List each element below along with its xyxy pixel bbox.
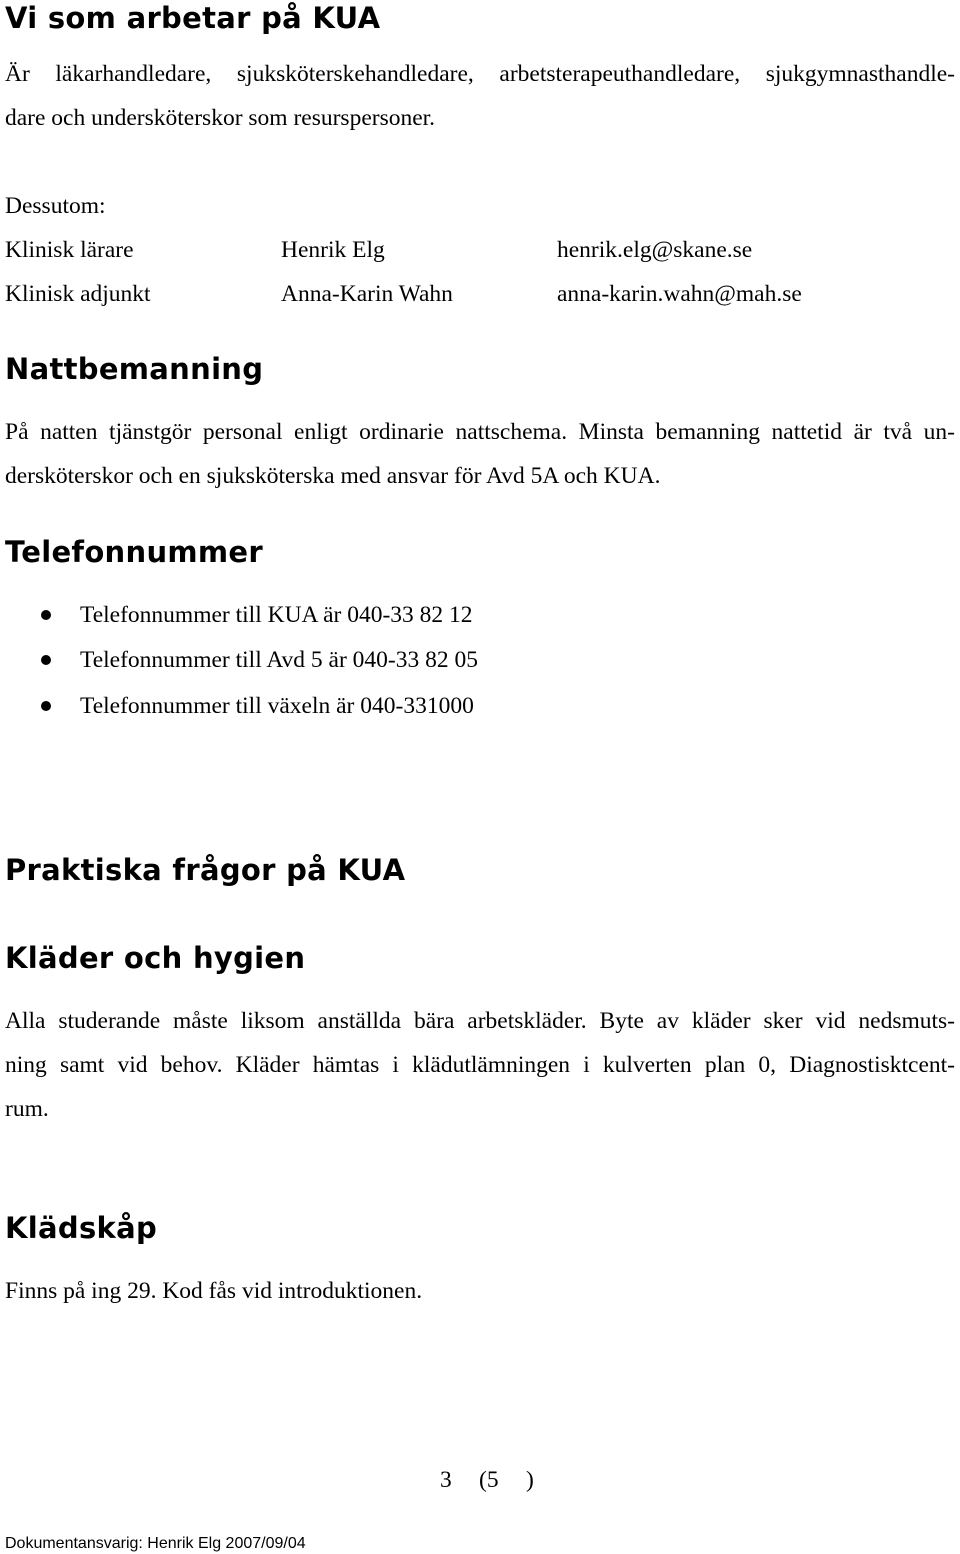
page-total: (5 bbox=[479, 1467, 499, 1493]
contact-role: Klinisk adjunkt bbox=[5, 281, 151, 307]
heading-locker: Klädskåp bbox=[5, 1211, 158, 1245]
bullet-icon bbox=[41, 610, 51, 620]
heading-staff: Vi som arbetar på KUA bbox=[5, 1, 381, 35]
night-paragraph-line-1: På natten tjänstgör personal enligt ordinarie nattschema. Minsta bemanning nattetid är två un- bbox=[5, 419, 955, 445]
document-footer: Dokumentansvarig: Henrik Elg 2007/09/04 bbox=[5, 1535, 306, 1552]
page-number: 3 bbox=[440, 1467, 452, 1493]
heading-night: Nattbemanning bbox=[5, 352, 264, 386]
phone-item: Telefonnummer till växeln är 040-331000 bbox=[80, 693, 474, 719]
contact-name: Anna-Karin Wahn bbox=[281, 281, 453, 307]
staff-paragraph-line-1: Är läkarhandledare, sjuksköterskehandledare, arbetsterapeuthandledare, sjukgymnasthandle- bbox=[5, 61, 955, 87]
phone-item: Telefonnummer till Avd 5 är 040-33 82 05 bbox=[80, 647, 478, 673]
locker-paragraph: Finns på ing 29. Kod fås vid introduktionen. bbox=[5, 1278, 423, 1304]
heading-practical: Praktiska frågor på KUA bbox=[5, 853, 406, 887]
clothes-paragraph-line-3: rum. bbox=[5, 1096, 49, 1122]
bullet-icon bbox=[41, 655, 51, 665]
contact-email: anna-karin.wahn@mah.se bbox=[557, 281, 802, 307]
heading-phone: Telefonnummer bbox=[5, 535, 263, 569]
clothes-paragraph-line-2: ning samt vid behov. Kläder hämtas i klädutlämningen i kulverten plan 0, Diagnostisktcent- bbox=[5, 1052, 955, 1078]
phone-item: Telefonnummer till KUA är 040-33 82 12 bbox=[80, 602, 473, 628]
clothes-paragraph-line-1: Alla studerande måste liksom anställda bära arbetskläder. Byte av kläder sker vid nedsmuts- bbox=[5, 1008, 955, 1034]
page-total-close: ) bbox=[526, 1467, 534, 1493]
dessutom-label: Dessutom: bbox=[5, 193, 106, 219]
night-paragraph-line-2: dersköterskor och en sjuksköterska med ansvar för Avd 5A och KUA. bbox=[5, 463, 661, 489]
contact-role: Klinisk lärare bbox=[5, 237, 134, 263]
contact-email: henrik.elg@skane.se bbox=[557, 237, 753, 263]
contact-name: Henrik Elg bbox=[281, 237, 385, 263]
staff-paragraph-line-2: dare och undersköterskor som resurspersoner. bbox=[5, 105, 436, 131]
heading-clothes: Kläder och hygien bbox=[5, 941, 306, 975]
bullet-icon bbox=[41, 701, 51, 711]
